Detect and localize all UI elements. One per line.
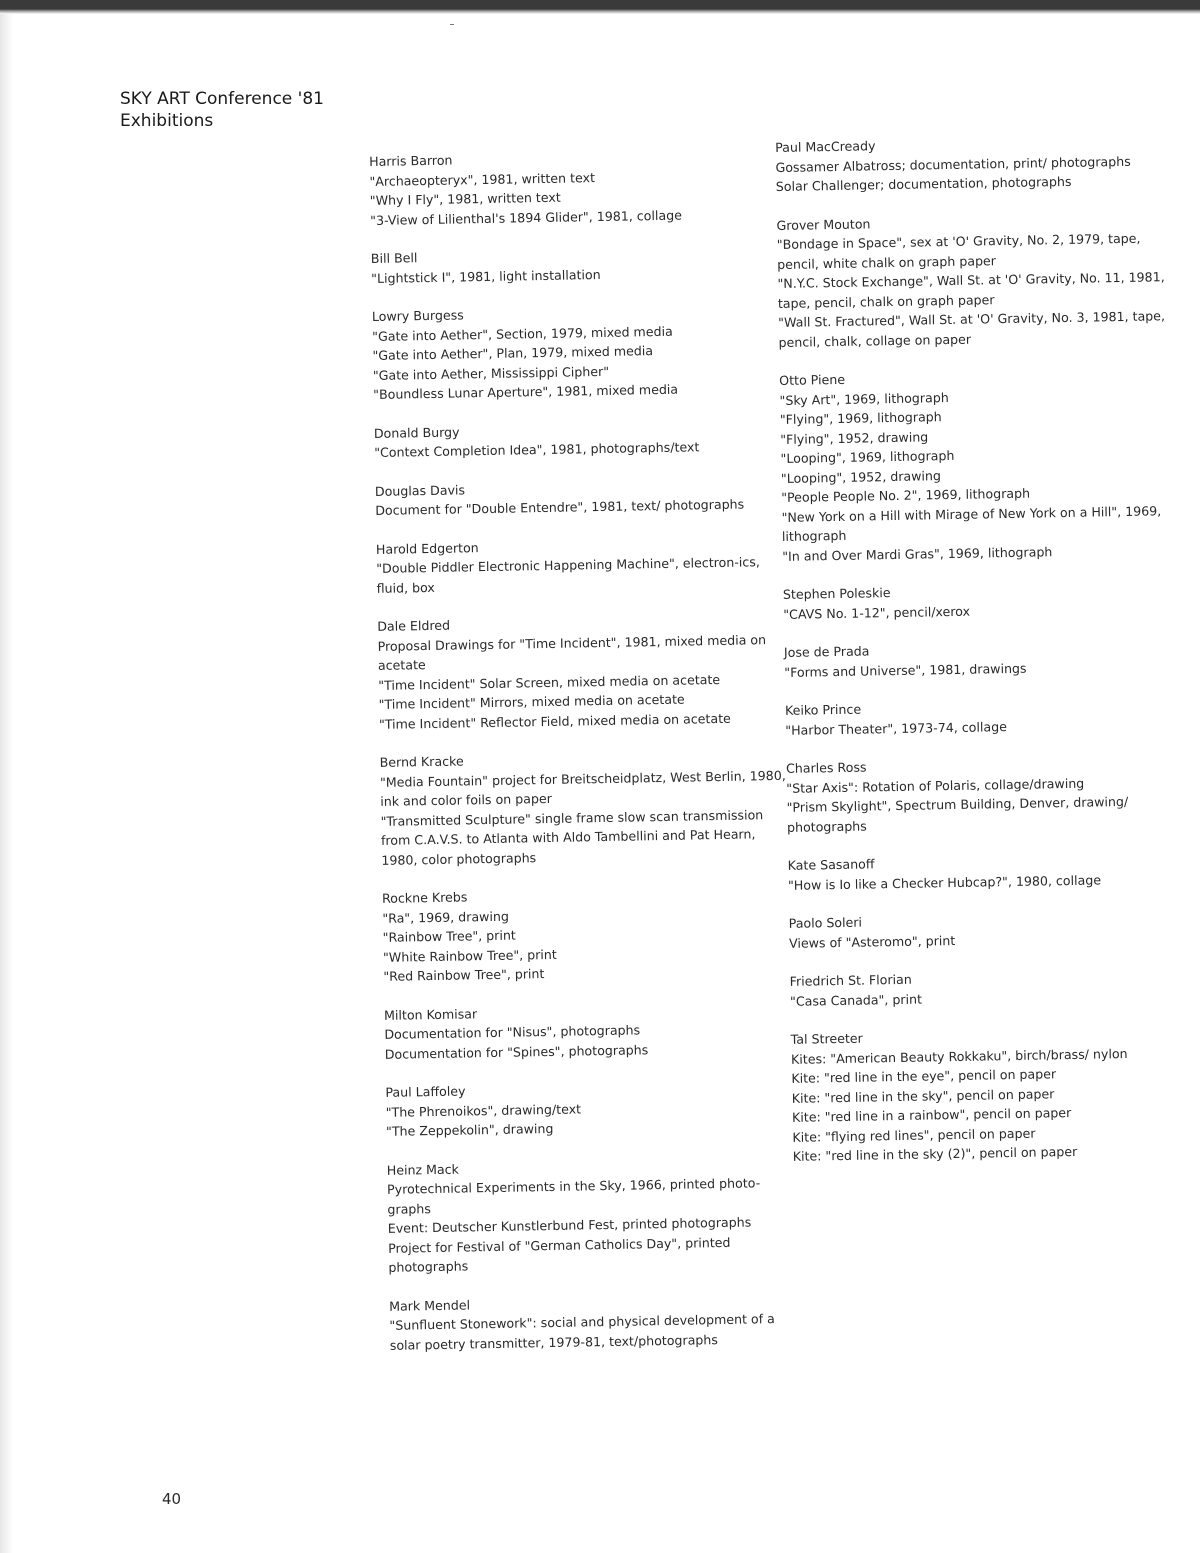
left-column bbox=[369, 145, 800, 1374]
work-line: "CAVS No. 1-12", pencil/xerox bbox=[783, 603, 971, 622]
page-left-edge bbox=[0, 14, 14, 1553]
artist-name: Tal Streeter bbox=[790, 1030, 863, 1047]
work-line: "Sunfluent Stonework": social and physical development of a solar poetry transmitter, 1979-81, text/photographs bbox=[389, 1311, 775, 1353]
exhibition-entry bbox=[387, 1153, 799, 1277]
work-line: "Star Axis": Rotation of Polaris, collage/drawing bbox=[786, 775, 1085, 796]
page-header bbox=[120, 88, 324, 132]
work-line: Kite: "flying red lines", pencil on paper bbox=[792, 1125, 1036, 1145]
work-line: "Context Completion Idea", 1981, photographs/text bbox=[374, 439, 700, 460]
scan-mark bbox=[450, 24, 454, 25]
exhibition-entry bbox=[384, 998, 795, 1064]
exhibition-entry bbox=[374, 416, 785, 462]
work-line: "Bondage in Space", sex at 'O' Gravity, No. 2, 1979, tape, pencil, white chalk on graph paper bbox=[776, 230, 1141, 272]
artist-name: Milton Komisar bbox=[383, 1005, 478, 1023]
work-line: "Gate into Aether", Plan, 1979, mixed media bbox=[372, 343, 654, 363]
work-line: "Flying", 1952, drawing bbox=[780, 428, 929, 447]
work-line: Kite: "red line in the sky (2)", pencil on paper bbox=[792, 1143, 1078, 1164]
work-line: "Sky Art", 1969, lithograph bbox=[779, 389, 949, 408]
work-line: Documentation for "Nisus", photographs bbox=[384, 1022, 641, 1042]
exhibition-entry bbox=[371, 242, 782, 288]
artist-name: Paul MacCready bbox=[775, 138, 876, 155]
work-line: Gossamer Albatross; documentation, print/ photographs bbox=[775, 153, 1131, 175]
artist-name: Bill Bell bbox=[370, 250, 418, 266]
artist-name: Paolo Soleri bbox=[788, 914, 863, 931]
artist-name: Jose de Prada bbox=[783, 643, 870, 660]
work-line: "Boundless Lunar Aperture", 1981, mixed media bbox=[373, 381, 679, 402]
work-line: "Gate into Aether, Mississippi Cipher" bbox=[372, 363, 610, 383]
artist-name: Friedrich St. Florian bbox=[789, 971, 912, 989]
exhibition-entry bbox=[785, 694, 1181, 740]
work-line: Proposal Drawings for "Time Incident", 1981, mixed media on acetate bbox=[377, 631, 767, 673]
work-line: "Prism Skylight", Spectrum Building, Denver, drawing/ photographs bbox=[786, 793, 1129, 835]
work-line: Kite: "red line in the eye", pencil on paper bbox=[791, 1066, 1057, 1086]
work-line: "How is Io like a Checker Hubcap?", 1980, collage bbox=[787, 871, 1102, 893]
work-line: Kite: "red line in the sky", pencil on paper bbox=[791, 1085, 1055, 1106]
work-line: Kite: "red line in a rainbow", pencil on paper bbox=[791, 1104, 1072, 1125]
artist-name: Harold Edgerton bbox=[375, 539, 479, 557]
work-line: "Wall St. Fractured", Wall St. at 'O' Gravity, No. 3, 1981, tape, pencil, chalk, collage on paper bbox=[778, 308, 1166, 350]
work-line: "Time Incident" Mirrors, mixed media on acetate bbox=[378, 691, 685, 712]
exhibition-entry bbox=[377, 610, 789, 734]
exhibition-entry bbox=[376, 532, 787, 598]
work-line: "Red Rainbow Tree", print bbox=[383, 966, 545, 984]
work-line: "Lightstick I", 1981, light installation bbox=[371, 266, 601, 286]
artist-name: Dale Eldred bbox=[377, 617, 451, 634]
exhibition-entry bbox=[369, 145, 780, 230]
work-line: "Media Fountain" project for Breitscheidplatz, West Berlin, 1980, ink and color foils on paper bbox=[379, 767, 786, 809]
exhibition-entry bbox=[788, 849, 1184, 895]
work-line: Kites: "American Beauty Rokkaku", birch/brass/ nylon bbox=[790, 1045, 1128, 1067]
exhibition-entry bbox=[382, 882, 794, 987]
work-line: "Archaeopteryx", 1981, written text bbox=[369, 169, 596, 189]
exhibition-entry bbox=[375, 474, 786, 520]
page-top-edge bbox=[0, 0, 1200, 14]
artist-name: Donald Burgy bbox=[373, 423, 460, 441]
work-line: Pyrotechnical Experiments in the Sky, 1966, printed photo-graphs bbox=[386, 1175, 761, 1217]
page-title: SKY ART Conference '81 bbox=[120, 89, 324, 109]
exhibition-entry bbox=[385, 1076, 796, 1142]
work-line: Solar Challenger; documentation, photographs bbox=[775, 173, 1072, 194]
work-line: "Harbor Theater", 1973-74, collage bbox=[785, 718, 1007, 738]
work-line: "Ra", 1969, drawing bbox=[382, 908, 509, 926]
page-subtitle: Exhibitions bbox=[120, 111, 214, 131]
exhibition-entry bbox=[786, 752, 1182, 837]
exhibition-entry bbox=[784, 636, 1180, 682]
artist-name: Harris Barron bbox=[369, 152, 453, 169]
exhibition-entry bbox=[779, 364, 1177, 566]
artist-name: Otto Piene bbox=[779, 371, 846, 388]
work-line: "New York on a Hill with Mirage of New York on a Hill", 1969, lithograph bbox=[781, 502, 1162, 544]
exhibition-entry bbox=[389, 1289, 800, 1355]
work-line: "Rainbow Tree", print bbox=[382, 927, 516, 945]
work-line: "Gate into Aether", Section, 1979, mixed media bbox=[372, 323, 673, 344]
work-line: "The Zeppekolin", drawing bbox=[385, 1120, 554, 1139]
artist-name: Douglas Davis bbox=[374, 481, 466, 499]
work-line: "N.Y.C. Stock Exchange", Wall St. at 'O' Gravity, No. 11, 1981, tape, pencil, chalk on graph paper bbox=[777, 269, 1165, 311]
work-line: "3-View of Lilienthal's 1894 Glider", 1981, collage bbox=[370, 207, 683, 228]
artist-name: Kate Sasanoff bbox=[787, 856, 875, 873]
page-number: 40 bbox=[162, 1490, 182, 1508]
artist-name: Stephen Poleskie bbox=[782, 585, 891, 602]
work-line: Documentation for "Spines", photographs bbox=[384, 1041, 649, 1062]
work-line: "Flying", 1969, lithograph bbox=[779, 409, 942, 427]
artist-name: Grover Mouton bbox=[776, 215, 871, 233]
work-line: "Looping", 1952, drawing bbox=[780, 467, 942, 486]
exhibition-entry bbox=[775, 131, 1171, 196]
work-line: Document for "Double Entendre", 1981, text/ photographs bbox=[375, 496, 745, 518]
exhibition-entry bbox=[790, 965, 1186, 1011]
work-line: "Casa Canada", print bbox=[789, 991, 923, 1009]
right-column bbox=[775, 131, 1188, 1185]
work-line: "People People No. 2", 1969, lithograph bbox=[781, 485, 1031, 505]
work-line: "In and Over Mardi Gras", 1969, lithograph bbox=[782, 543, 1053, 564]
artist-name: Keiko Prince bbox=[784, 701, 862, 718]
artist-name: Mark Mendel bbox=[389, 1296, 471, 1314]
exhibition-entry bbox=[379, 746, 791, 870]
work-line: Views of "Asteromo", print bbox=[788, 932, 956, 951]
work-line: Event: Deutscher Kunstlerbund Fest, printed photographs bbox=[387, 1214, 752, 1236]
work-line: Project for Festival of "German Catholics Day", printed photographs bbox=[387, 1234, 731, 1275]
work-line: "Time Incident" Solar Screen, mixed media on acetate bbox=[378, 671, 721, 693]
work-line: "Looping", 1969, lithograph bbox=[780, 447, 955, 466]
exhibition-entry bbox=[783, 578, 1179, 624]
exhibition-entry bbox=[776, 209, 1173, 352]
work-line: "Double Piddler Electronic Happening Machine", electron-ics, fluid, box bbox=[376, 554, 760, 596]
exhibition-entry bbox=[372, 300, 784, 405]
work-line: "Forms and Universe", 1981, drawings bbox=[784, 660, 1027, 680]
artist-name: Charles Ross bbox=[785, 759, 867, 776]
artist-name: Heinz Mack bbox=[386, 1161, 460, 1178]
artist-name: Rockne Krebs bbox=[381, 889, 468, 906]
work-line: "The Phrenoikos", drawing/text bbox=[385, 1100, 582, 1120]
work-line: "Time Incident" Reflector Field, mixed media on acetate bbox=[378, 710, 731, 732]
artist-name: Bernd Kracke bbox=[379, 753, 464, 770]
work-line: "White Rainbow Tree", print bbox=[382, 946, 557, 965]
artist-name: Lowry Burgess bbox=[371, 307, 464, 324]
exhibition-entry bbox=[791, 1023, 1188, 1166]
work-line: "Transmitted Sculpture" single frame slow scan transmission from C.A.V.S. to Atlanta with Aldo Tambellini and Pat Hearn, 1980, color photographs bbox=[380, 806, 764, 868]
artist-name: Paul Laffoley bbox=[385, 1083, 466, 1100]
work-line: "Why I Fly", 1981, written text bbox=[369, 189, 561, 208]
exhibition-entry bbox=[789, 907, 1185, 953]
